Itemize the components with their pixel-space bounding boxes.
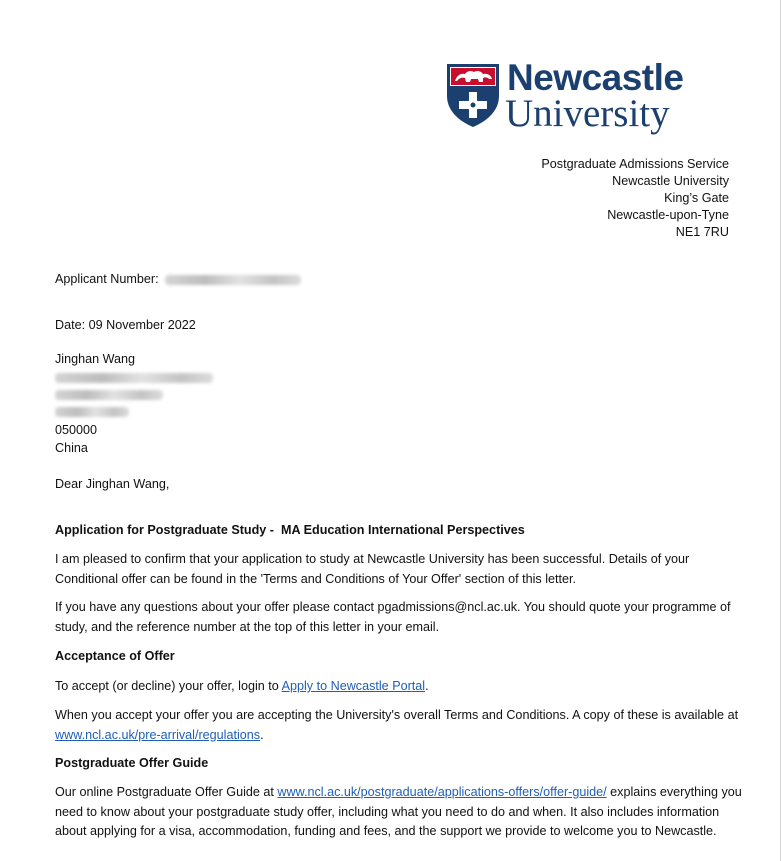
salutation: Dear Jinghan Wang, — [55, 477, 170, 491]
offer-guide-paragraph — [55, 783, 745, 842]
terms-text-end: . — [260, 727, 264, 742]
offer-confirmation-paragraph: I am pleased to confirm that your application to study at Newcastle University has been successful. Details of your Conditional offer can be found in the 'Terms and Conditions of Your Offer' section of this letter. — [55, 552, 690, 586]
regulations-link[interactable]: www.ncl.ac.uk/pre-arrival/regulations — [55, 727, 261, 742]
terms-text: When you accept your offer you are accepting the University's overall Terms and Conditions. A copy of these is available at — [55, 708, 739, 722]
redacted-address-line — [55, 386, 163, 403]
acceptance-paragraph — [55, 678, 429, 695]
offer-guide-heading: Postgraduate Offer Guide — [55, 756, 209, 770]
redacted-address-line — [55, 403, 129, 420]
redacted-applicant-number — [165, 275, 301, 285]
address-line: Postgraduate Admissions Service — [541, 157, 729, 171]
logo-text-university: University — [505, 92, 670, 135]
acceptance-text: To accept (or decline) your offer, login to — [55, 679, 282, 693]
terms-paragraph — [55, 706, 745, 745]
apply-portal-link[interactable]: Apply to Newcastle Portal — [281, 679, 426, 693]
guide-text: Our online Postgraduate Offer Guide at — [55, 785, 278, 799]
admissions-address — [541, 156, 729, 241]
recipient-postcode: 050000 — [55, 423, 98, 437]
applicant-number-row — [55, 271, 301, 288]
acceptance-heading: Acceptance of Offer — [55, 649, 175, 663]
page-edge — [780, 0, 781, 861]
logo-text-newcastle: Newcastle — [507, 57, 684, 98]
address-line: Newcastle-upon-Tyne — [607, 208, 729, 222]
letter-date: Date: 09 November 2022 — [55, 318, 196, 332]
contact-paragraph: If you have any questions about your offer please contact pgadmissions@ncl.ac.uk. You should quote your programme of study, and the reference number at the top of this letter in your email. — [55, 600, 731, 634]
recipient-country: China — [55, 441, 88, 455]
recipient-name: Jinghan Wang — [55, 352, 136, 366]
guide-text-end: explains everything you need to know about your postgraduate study offer, including what you need to do and when. It also includes information about applying for a visa, accommodation, funding and fees, and the support we provide to welcome you to Newcastle. — [55, 785, 742, 838]
acceptance-text-end: . — [425, 679, 429, 693]
applicant-number-label: Applicant Number: — [55, 272, 159, 286]
address-line: Newcastle University — [612, 174, 729, 188]
address-line: NE1 7RU — [675, 225, 729, 239]
offer-guide-link[interactable]: www.ncl.ac.uk/postgraduate/applications-offers/offer-guide/ — [277, 785, 607, 799]
letter-subject: Application for Postgraduate Study - MA Education International Perspectives — [55, 523, 525, 537]
address-line: King’s Gate — [664, 191, 729, 205]
shield-crest-icon — [445, 62, 501, 128]
redacted-address-line — [55, 369, 213, 386]
newcastle-university-logo — [445, 57, 705, 138]
